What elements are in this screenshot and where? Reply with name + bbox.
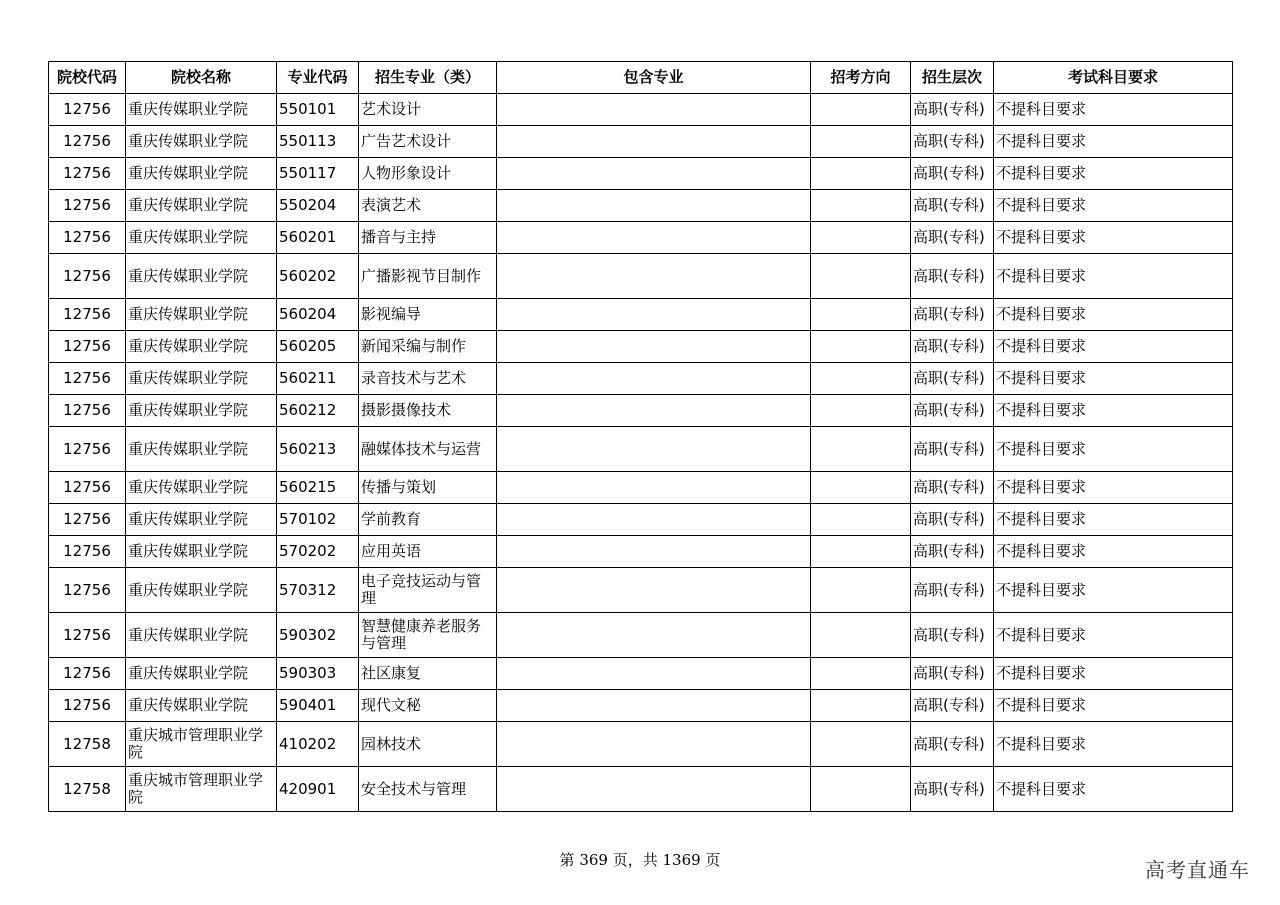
cell-school-code: 12756 — [49, 254, 126, 299]
cell-included-majors — [497, 536, 811, 568]
cell-school-code: 12756 — [49, 613, 126, 658]
cell-major-code: 590401 — [277, 690, 359, 722]
header-major-code: 专业代码 — [277, 62, 359, 94]
header-direction: 招考方向 — [811, 62, 911, 94]
cell-exam-requirement: 不提科目要求 — [994, 254, 1233, 299]
cell-school-name: 重庆传媒职业学院 — [126, 126, 277, 158]
header-major: 招生专业（类） — [359, 62, 497, 94]
cell-major-code: 570312 — [277, 568, 359, 613]
cell-school-code: 12756 — [49, 299, 126, 331]
cell-major: 艺术设计 — [359, 94, 497, 126]
cell-major: 融媒体技术与运营 — [359, 427, 497, 472]
table-row — [49, 126, 1233, 158]
cell-direction — [811, 767, 911, 812]
cell-exam-requirement: 不提科目要求 — [994, 331, 1233, 363]
cell-exam-requirement: 不提科目要求 — [994, 126, 1233, 158]
cell-level: 高职(专科) — [911, 254, 994, 299]
cell-included-majors — [497, 254, 811, 299]
table-row — [49, 395, 1233, 427]
cell-school-name: 重庆传媒职业学院 — [126, 427, 277, 472]
cell-exam-requirement: 不提科目要求 — [994, 427, 1233, 472]
cell-included-majors — [497, 690, 811, 722]
cell-major: 智慧健康养老服务与管理 — [359, 613, 497, 658]
table-row — [49, 94, 1233, 126]
table-row — [49, 472, 1233, 504]
cell-direction — [811, 504, 911, 536]
header-school-name: 院校名称 — [126, 62, 277, 94]
cell-included-majors — [497, 126, 811, 158]
cell-school-code: 12756 — [49, 504, 126, 536]
cell-major: 园林技术 — [359, 722, 497, 767]
cell-direction — [811, 190, 911, 222]
table-body — [49, 94, 1233, 812]
table-row — [49, 613, 1233, 658]
cell-school-name: 重庆传媒职业学院 — [126, 331, 277, 363]
cell-level: 高职(专科) — [911, 395, 994, 427]
cell-direction — [811, 126, 911, 158]
cell-major-code: 410202 — [277, 722, 359, 767]
cell-major-code: 570202 — [277, 536, 359, 568]
cell-direction — [811, 568, 911, 613]
cell-school-code: 12756 — [49, 158, 126, 190]
cell-level: 高职(专科) — [911, 427, 994, 472]
cell-major-code: 560215 — [277, 472, 359, 504]
cell-included-majors — [497, 658, 811, 690]
header-level: 招生层次 — [911, 62, 994, 94]
cell-included-majors — [497, 504, 811, 536]
table-row — [49, 504, 1233, 536]
cell-level: 高职(专科) — [911, 690, 994, 722]
cell-school-name: 重庆传媒职业学院 — [126, 94, 277, 126]
cell-school-code: 12756 — [49, 126, 126, 158]
cell-major: 表演艺术 — [359, 190, 497, 222]
cell-major: 摄影摄像技术 — [359, 395, 497, 427]
cell-school-name: 重庆城市管理职业学院 — [126, 722, 277, 767]
header-included-majors: 包含专业 — [497, 62, 811, 94]
cell-school-code: 12756 — [49, 331, 126, 363]
table-row — [49, 254, 1233, 299]
cell-major-code: 420901 — [277, 767, 359, 812]
cell-exam-requirement: 不提科目要求 — [994, 722, 1233, 767]
cell-major-code: 570102 — [277, 504, 359, 536]
cell-major: 播音与主持 — [359, 222, 497, 254]
cell-included-majors — [497, 94, 811, 126]
cell-included-majors — [497, 427, 811, 472]
cell-level: 高职(专科) — [911, 158, 994, 190]
cell-included-majors — [497, 331, 811, 363]
cell-school-name: 重庆传媒职业学院 — [126, 190, 277, 222]
cell-included-majors — [497, 190, 811, 222]
cell-school-name: 重庆传媒职业学院 — [126, 568, 277, 613]
cell-school-name: 重庆传媒职业学院 — [126, 158, 277, 190]
cell-direction — [811, 395, 911, 427]
cell-major: 应用英语 — [359, 536, 497, 568]
cell-direction — [811, 299, 911, 331]
table-row — [49, 690, 1233, 722]
cell-school-code: 12758 — [49, 722, 126, 767]
cell-major-code: 550117 — [277, 158, 359, 190]
cell-exam-requirement: 不提科目要求 — [994, 299, 1233, 331]
cell-exam-requirement: 不提科目要求 — [994, 363, 1233, 395]
cell-direction — [811, 331, 911, 363]
cell-major: 广告艺术设计 — [359, 126, 497, 158]
cell-level: 高职(专科) — [911, 94, 994, 126]
cell-included-majors — [497, 158, 811, 190]
cell-level: 高职(专科) — [911, 613, 994, 658]
cell-school-code: 12756 — [49, 190, 126, 222]
cell-included-majors — [497, 568, 811, 613]
cell-exam-requirement: 不提科目要求 — [994, 568, 1233, 613]
cell-direction — [811, 536, 911, 568]
admissions-table — [48, 61, 1233, 812]
cell-exam-requirement: 不提科目要求 — [994, 504, 1233, 536]
cell-direction — [811, 158, 911, 190]
cell-direction — [811, 363, 911, 395]
cell-level: 高职(专科) — [911, 299, 994, 331]
cell-major: 安全技术与管理 — [359, 767, 497, 812]
cell-direction — [811, 722, 911, 767]
cell-level: 高职(专科) — [911, 568, 994, 613]
cell-school-name: 重庆传媒职业学院 — [126, 299, 277, 331]
table-row — [49, 331, 1233, 363]
table-row — [49, 427, 1233, 472]
cell-school-code: 12758 — [49, 767, 126, 812]
cell-level: 高职(专科) — [911, 363, 994, 395]
cell-exam-requirement: 不提科目要求 — [994, 472, 1233, 504]
cell-school-code: 12756 — [49, 427, 126, 472]
cell-direction — [811, 690, 911, 722]
cell-major-code: 550113 — [277, 126, 359, 158]
cell-included-majors — [497, 722, 811, 767]
cell-direction — [811, 658, 911, 690]
cell-included-majors — [497, 767, 811, 812]
table-row — [49, 767, 1233, 812]
cell-direction — [811, 613, 911, 658]
cell-school-name: 重庆传媒职业学院 — [126, 254, 277, 299]
cell-major-code: 590303 — [277, 658, 359, 690]
cell-exam-requirement: 不提科目要求 — [994, 222, 1233, 254]
cell-level: 高职(专科) — [911, 222, 994, 254]
cell-major: 录音技术与艺术 — [359, 363, 497, 395]
cell-school-name: 重庆城市管理职业学院 — [126, 767, 277, 812]
cell-major-code: 560211 — [277, 363, 359, 395]
cell-school-name: 重庆传媒职业学院 — [126, 504, 277, 536]
cell-major-code: 550101 — [277, 94, 359, 126]
cell-exam-requirement: 不提科目要求 — [994, 94, 1233, 126]
cell-level: 高职(专科) — [911, 536, 994, 568]
cell-school-name: 重庆传媒职业学院 — [126, 613, 277, 658]
table-row — [49, 658, 1233, 690]
cell-included-majors — [497, 222, 811, 254]
cell-level: 高职(专科) — [911, 767, 994, 812]
cell-major-code: 550204 — [277, 190, 359, 222]
cell-included-majors — [497, 299, 811, 331]
table-header-row — [49, 62, 1233, 94]
cell-major-code: 560205 — [277, 331, 359, 363]
admissions-table-container — [48, 61, 1232, 812]
cell-school-name: 重庆传媒职业学院 — [126, 363, 277, 395]
cell-direction — [811, 472, 911, 504]
cell-direction — [811, 254, 911, 299]
table-row — [49, 568, 1233, 613]
table-row — [49, 299, 1233, 331]
cell-school-name: 重庆传媒职业学院 — [126, 690, 277, 722]
cell-school-name: 重庆传媒职业学院 — [126, 472, 277, 504]
table-row — [49, 158, 1233, 190]
cell-level: 高职(专科) — [911, 658, 994, 690]
cell-exam-requirement: 不提科目要求 — [994, 158, 1233, 190]
table-row — [49, 363, 1233, 395]
table-row — [49, 722, 1233, 767]
cell-level: 高职(专科) — [911, 190, 994, 222]
header-school-code: 院校代码 — [49, 62, 126, 94]
cell-school-code: 12756 — [49, 222, 126, 254]
cell-school-code: 12756 — [49, 395, 126, 427]
cell-level: 高职(专科) — [911, 722, 994, 767]
table-row — [49, 190, 1233, 222]
cell-school-name: 重庆传媒职业学院 — [126, 658, 277, 690]
cell-major: 社区康复 — [359, 658, 497, 690]
cell-level: 高职(专科) — [911, 331, 994, 363]
cell-school-code: 12756 — [49, 568, 126, 613]
cell-major: 新闻采编与制作 — [359, 331, 497, 363]
cell-major-code: 560212 — [277, 395, 359, 427]
cell-included-majors — [497, 395, 811, 427]
cell-school-name: 重庆传媒职业学院 — [126, 395, 277, 427]
cell-major: 电子竞技运动与管理 — [359, 568, 497, 613]
cell-major-code: 560204 — [277, 299, 359, 331]
cell-major: 传播与策划 — [359, 472, 497, 504]
cell-school-code: 12756 — [49, 94, 126, 126]
table-row — [49, 222, 1233, 254]
cell-level: 高职(专科) — [911, 126, 994, 158]
cell-school-name: 重庆传媒职业学院 — [126, 536, 277, 568]
cell-major: 影视编导 — [359, 299, 497, 331]
cell-direction — [811, 427, 911, 472]
watermark: 高考直通车 — [1145, 858, 1250, 882]
cell-exam-requirement: 不提科目要求 — [994, 536, 1233, 568]
cell-major-code: 560213 — [277, 427, 359, 472]
cell-school-code: 12756 — [49, 472, 126, 504]
cell-included-majors — [497, 363, 811, 395]
cell-school-code: 12756 — [49, 690, 126, 722]
cell-exam-requirement: 不提科目要求 — [994, 767, 1233, 812]
cell-included-majors — [497, 613, 811, 658]
header-exam-requirement: 考试科目要求 — [994, 62, 1233, 94]
cell-major-code: 560202 — [277, 254, 359, 299]
table-row — [49, 536, 1233, 568]
cell-school-code: 12756 — [49, 658, 126, 690]
cell-major: 人物形象设计 — [359, 158, 497, 190]
page-number: 第 369 页，共 1369 页 — [559, 851, 721, 869]
cell-exam-requirement: 不提科目要求 — [994, 190, 1233, 222]
cell-exam-requirement: 不提科目要求 — [994, 658, 1233, 690]
cell-direction — [811, 94, 911, 126]
cell-school-name: 重庆传媒职业学院 — [126, 222, 277, 254]
cell-major: 现代文秘 — [359, 690, 497, 722]
cell-exam-requirement: 不提科目要求 — [994, 395, 1233, 427]
cell-direction — [811, 222, 911, 254]
cell-included-majors — [497, 472, 811, 504]
cell-level: 高职(专科) — [911, 504, 994, 536]
cell-major: 广播影视节目制作 — [359, 254, 497, 299]
cell-school-code: 12756 — [49, 363, 126, 395]
cell-major: 学前教育 — [359, 504, 497, 536]
cell-level: 高职(专科) — [911, 472, 994, 504]
cell-school-code: 12756 — [49, 536, 126, 568]
cell-exam-requirement: 不提科目要求 — [994, 690, 1233, 722]
cell-major-code: 560201 — [277, 222, 359, 254]
cell-major-code: 590302 — [277, 613, 359, 658]
cell-exam-requirement: 不提科目要求 — [994, 613, 1233, 658]
